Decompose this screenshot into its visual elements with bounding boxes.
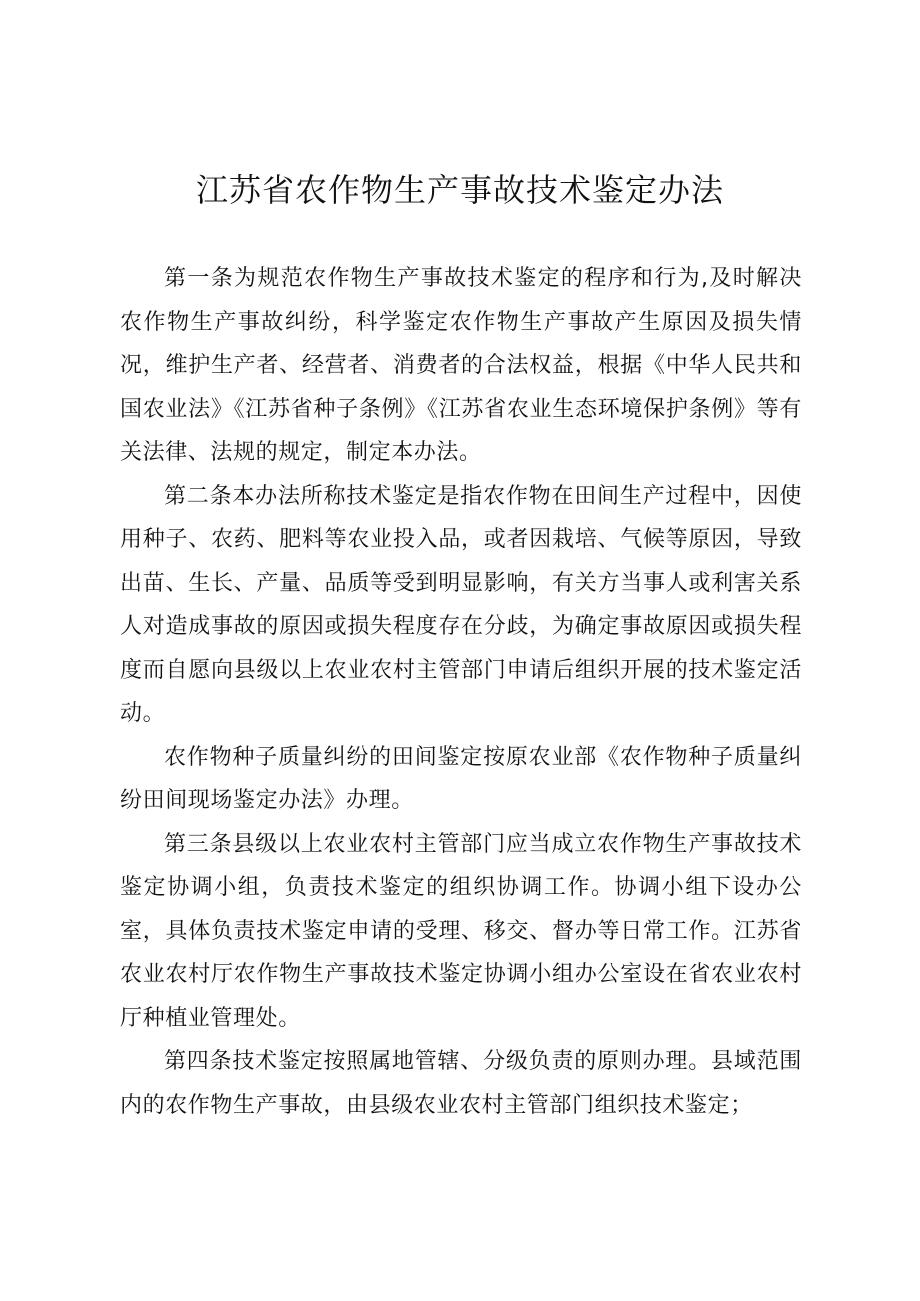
article-3-paragraph: 第三条县级以上农业农村主管部门应当成立农作物生产事故技术鉴定协调小组，负责技术鉴定的组织协调工作。协调小组下设办公室，具体负责技术鉴定申请的受理、移交、督办等日常工作。江苏省农业农村厅农作物生产事故技术鉴定协调小组办公室设在省农业农村厅种植业管理处。	[120, 831, 802, 1031]
seed-dispute-paragraph: 农作物种子质量纠纷的田间鉴定按原农业部《农作物种子质量纠纷田间现场鉴定办法》办理。	[120, 744, 802, 813]
document-title: 江苏省农作物生产事故技术鉴定办法	[195, 171, 724, 209]
article-4-paragraph: 第四条技术鉴定按照属地管辖、分级负责的原则办理。县域范围内的农作物生产事故，由县级农业农村主管部门组织技术鉴定；	[120, 1049, 802, 1118]
article-1-paragraph: 第一条为规范农作物生产事故技术鉴定的程序和行为,及时解决农作物生产事故纠纷，科学鉴定农作物生产事故产生原因及损失情况，维护生产者、经营者、消费者的合法权益，根据《中华人民共和国农业法》《江苏省种子条例》《江苏省农业生态环境保护条例》等有关法律、法规的规定，制定本办法。	[120, 266, 802, 465]
article-2-paragraph: 第二条本办法所称技术鉴定是指农作物在田间生产过程中，因使用种子、农药、肥料等农业投入品，或者因栽培、气候等原因，导致出苗、生长、产量、品质等受到明显影响，有关方当事人或利害关系人对造成事故的原因或损失程度存在分歧，为确定事故原因或损失程度而自愿向县级以上农业农村主管部门申请后组织开展的技术鉴定活动。	[120, 483, 802, 726]
document-body	[120, 257, 802, 1127]
